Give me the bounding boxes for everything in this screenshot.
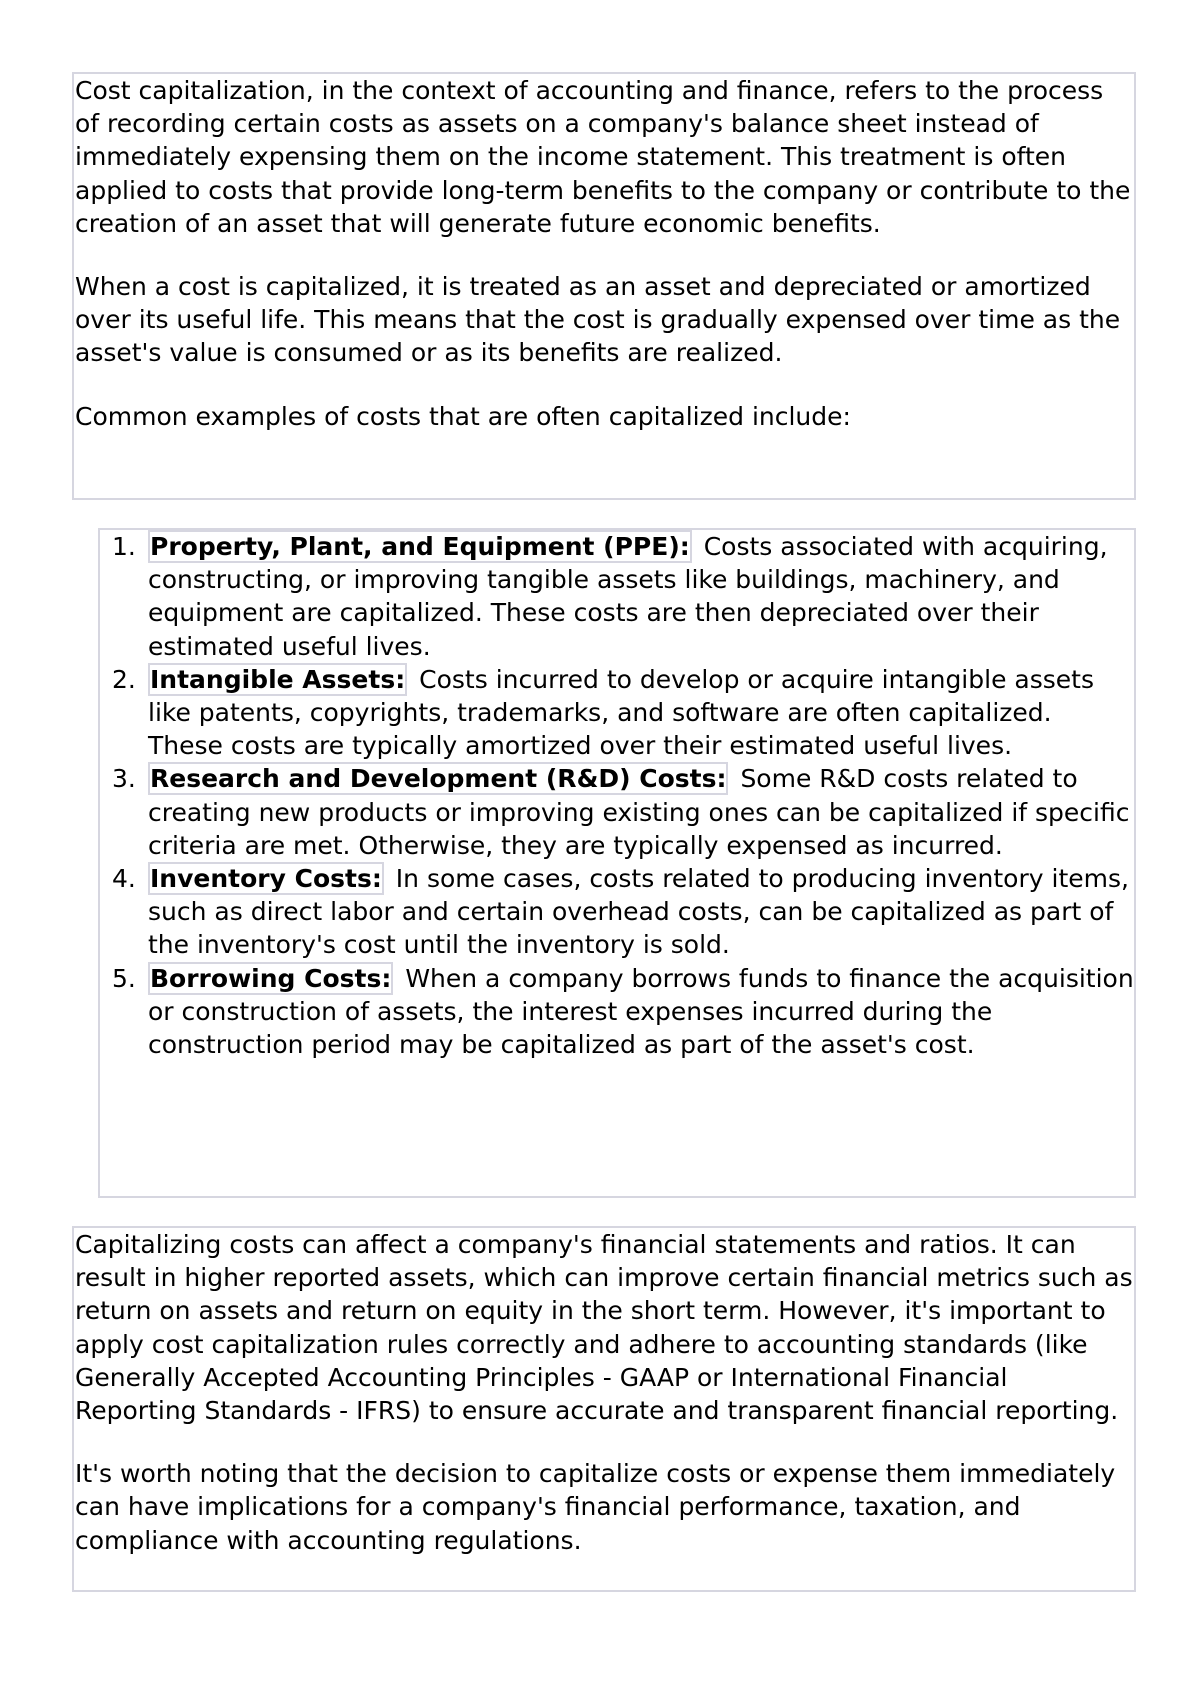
intro-paragraph-2: When a cost is capitalized, it is treated as an asset and depreciated or amortized over its useful life. This means that the cost is gradually expensed over time as the asset's value is consumed or as its benefits are realized. bbox=[75, 272, 1121, 368]
list-item bbox=[112, 663, 1134, 763]
closing-paragraph-1: Capitalizing costs can affect a company's financial statements and ratios. It can result in higher reported assets, which can improve certain financial metrics such as return on assets and return on equity in the short term. However, it's important to apply cost capitalization rules correctly and adhere to accounting standards (like Generally Accepted Accounting Principles - GAAP or International Financial Reporting Standards - IFRS) to ensure accurate and transparent financial reporting. bbox=[75, 1230, 1133, 1426]
examples-list-section bbox=[98, 528, 1136, 1198]
list-item-text: Costs incurred to develop or acquire intangible assets like patents, copyrights, trademarks, and software are often capitalized. These costs are typically amortized over their estimated useful lives. bbox=[148, 664, 1094, 761]
list-item-text: Some R&D costs related to creating new products or improving existing ones can be capitalized if specific criteria are met. Otherwise, they are typically expensed as incurred. bbox=[148, 764, 1130, 860]
list-item-text: Costs associated with acquiring, constructing, or improving tangible assets like buildings, machinery, and equipment are capitalized. These costs are then depreciated over their estimated useful lives. bbox=[148, 532, 1108, 661]
list-item-term: Property, Plant, and Equipment (PPE): bbox=[150, 532, 690, 561]
list-item-text: In some cases, costs related to producing inventory items, such as direct labor and certain overhead costs, can be capitalized as part of the inventory's cost until the inventory is sold. bbox=[148, 864, 1129, 960]
closing-paragraph-2: It's worth noting that the decision to capitalize costs or expense them immediately can have implications for a company's financial performance, taxation, and compliance with accounting regulations. bbox=[75, 1459, 1116, 1555]
list-item-number: 5. bbox=[112, 963, 136, 993]
intro-section bbox=[72, 72, 1136, 500]
list-item-number: 2. bbox=[112, 664, 136, 694]
list-item-number: 4. bbox=[112, 864, 136, 894]
list-item-number: 3. bbox=[112, 764, 136, 794]
list-item bbox=[112, 862, 1134, 962]
list-item-term: Intangible Assets: bbox=[150, 664, 406, 694]
list-item-term: Research and Development (R&D) Costs: bbox=[150, 764, 727, 794]
closing-section bbox=[72, 1226, 1136, 1592]
list-item bbox=[112, 962, 1134, 1062]
intro-paragraph-1: Cost capitalization, in the context of accounting and finance, refers to the process of recording certain costs as assets on a company's balance sheet instead of immediately expensing them on the income statement. This treatment is often applied to costs that provide long-term benefits to the company or contribute to the creation of an asset that will generate future economic benefits. bbox=[75, 76, 1131, 238]
intro-paragraph-3: Common examples of costs that are often capitalized include: bbox=[75, 401, 851, 431]
list-item bbox=[112, 762, 1134, 862]
list-item-number: 1. bbox=[112, 532, 136, 561]
list-item-term: Inventory Costs: bbox=[150, 864, 382, 894]
list-item bbox=[112, 530, 1134, 663]
list-item-text: When a company borrows funds to finance the acquisition or construction of assets, the interest expenses incurred during the construction period may be capitalized as part of the asset's cost. bbox=[148, 963, 1134, 1060]
list-item-term: Borrowing Costs: bbox=[150, 963, 392, 993]
examples-list bbox=[101, 530, 1134, 1061]
